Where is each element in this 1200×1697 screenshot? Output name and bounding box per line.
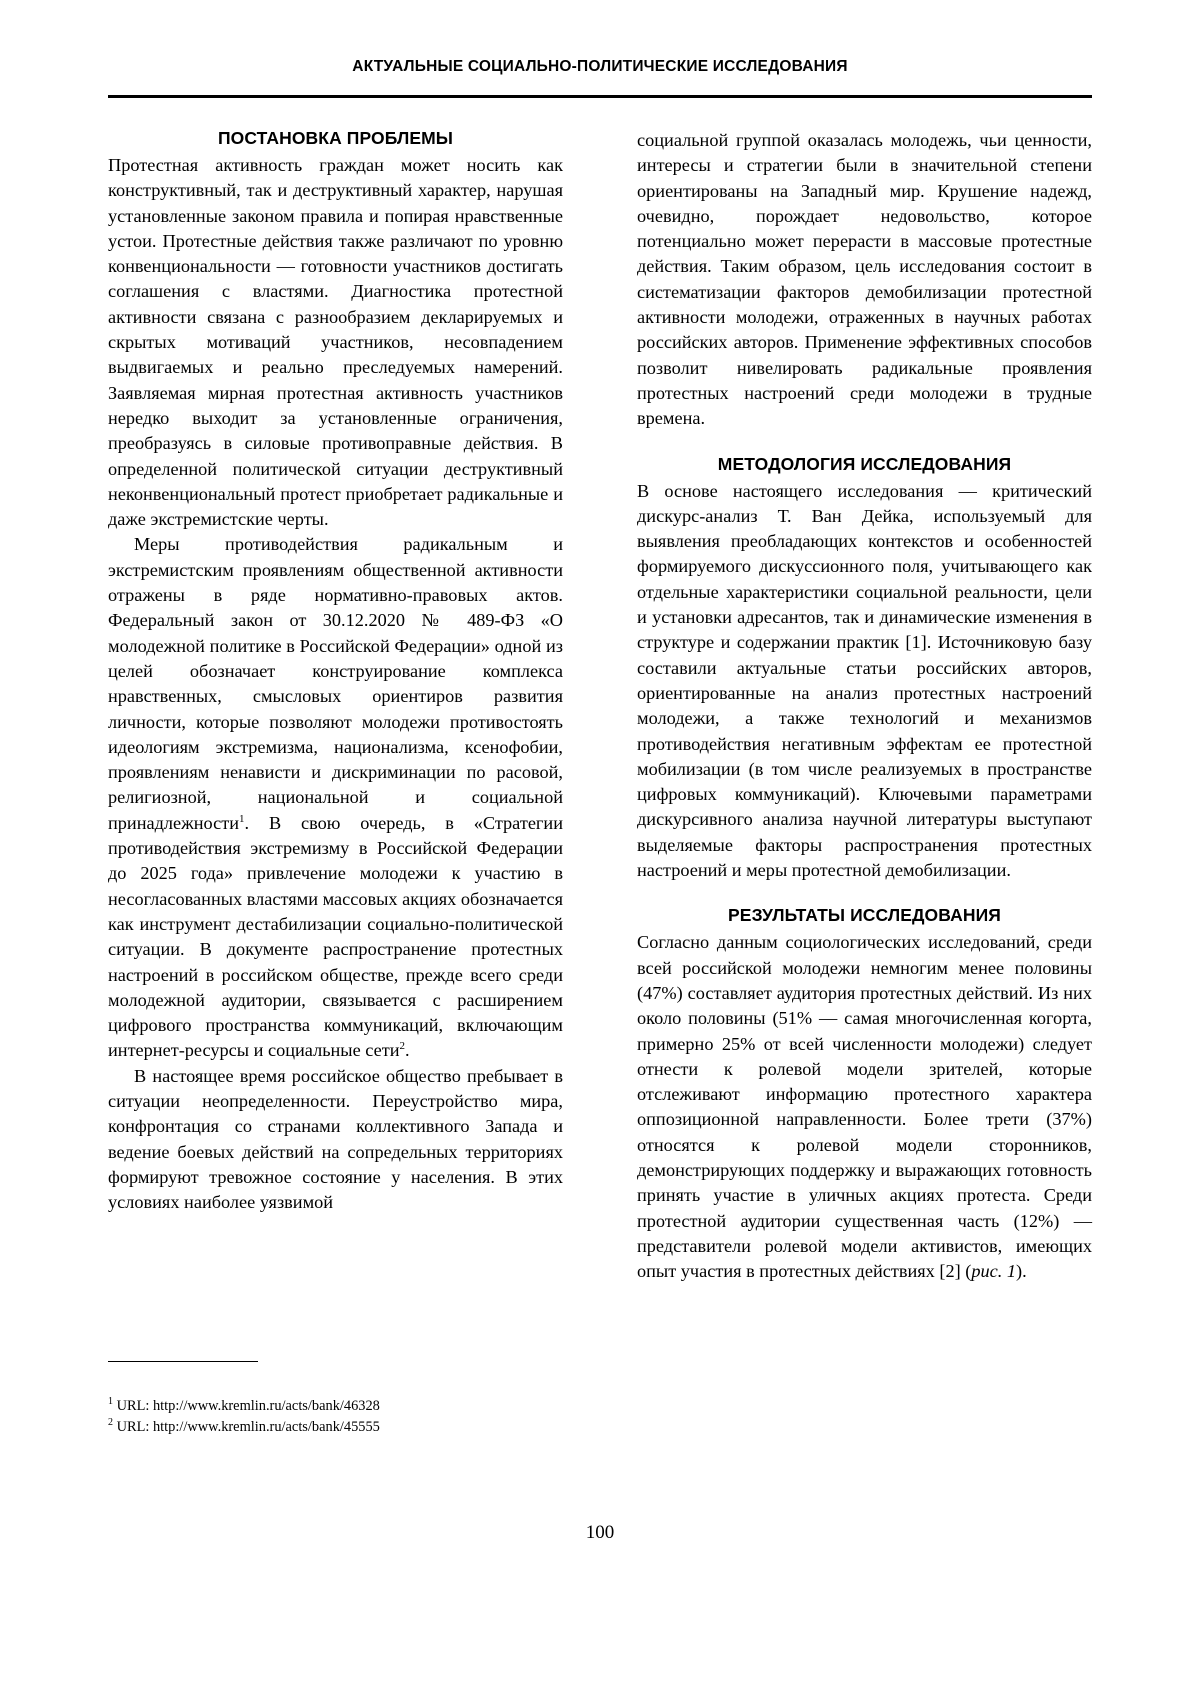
running-head: АКТУАЛЬНЫЕ СОЦИАЛЬНО-ПОЛИТИЧЕСКИЕ ИССЛЕДОВАНИЯ bbox=[352, 58, 848, 75]
paragraph-results-part2: ). bbox=[1016, 1261, 1027, 1282]
footnote-divider bbox=[108, 1361, 258, 1363]
footnote-2-text: URL: http://www.kremlin.ru/acts/bank/45555 bbox=[113, 1419, 380, 1436]
paragraph-problem-2 bbox=[108, 532, 563, 1063]
footnote-ref-2[interactable]: 2 bbox=[399, 1040, 406, 1053]
footnote-2-mark: 2 bbox=[108, 1417, 113, 1429]
footnote-1-text: URL: http://www.kremlin.ru/acts/bank/46328 bbox=[113, 1398, 380, 1415]
paragraph-problem-2-part2: . В свою очередь, в «Стратегии противодействия экстремизму в Российской Федерации до 2025 года» привлечение молодежи к участию в несогласованных властями массовых акциях обозначается как инструмент дестабилизации социально-политической ситуации. В документе распространение протестных настроений в российском обществе, прежде всего среди молодежной аудитории, связывается с расширением цифрового пространства коммуникаций, включающим интернет-ресурсы и социальные сети bbox=[108, 812, 563, 1061]
section-heading-results: РЕЗУЛЬТАТЫ ИССЛЕДОВАНИЯ bbox=[728, 905, 1001, 926]
footnote-1 bbox=[108, 1396, 563, 1417]
paragraph-results bbox=[637, 930, 1092, 1284]
right-column bbox=[637, 128, 1092, 1448]
section-heading-methodology: МЕТОДОЛОГИЯ ИССЛЕДОВАНИЯ bbox=[717, 453, 1012, 474]
paragraph-results-part1: Согласно данным социологических исследований, среди всей российской молодежи немногим менее половины (47%) составляет аудитория протестных действий. Из них около половины (51% — самая многочисленная когорта, примерно 25% от всей численности молодежи) следует отнести к ролевой модели зрителей, которые отслеживают информацию протестного характера оппозиционной направленности. Более трети (37%) относятся к ролевой модели сторонников, демонстрирующих поддержку и выражающих готовность принять участие в уличных акциях протеста. Среди протестной аудитории существенная часть (12%) — представители ролевой модели активистов, имеющих опыт участия в протестных действиях [2] ( bbox=[637, 932, 1092, 1282]
figure-reference: рис. 1 bbox=[971, 1261, 1017, 1282]
paragraph-continuation: социальной группой оказалась молодежь, чьи ценности, интересы и стратегии были в значительной степени ориентированы на Западный мир. Крушение надежд, очевидно, порождает недовольство, которое потенциально может перерасти в массовые протестные действия. Таким образом, цель исследования состоит в систематизации факторов демобилизации протестной активности молодежи, отраженных в научных работах российских авторов. Применение эффективных способов позволит нивелировать радикальные проявления протестных настроений среди молодежи в трудные времена. bbox=[637, 130, 1092, 429]
footnote-ref-1[interactable]: 1 bbox=[239, 812, 245, 825]
page-number: 100 bbox=[585, 1522, 615, 1543]
paragraph-methodology: В основе настоящего исследования — критический дискурс-анализ Т. Ван Дейка, используемый для выявления преобладающих контекстов и особенностей формируемого дискуссионного поля, учитывающего как отдельные характеристики социальной реальности, цели и установки адресантов, так и динамические изменения в структуре и содержании практик [1]. Источниковую базу составили актуальные статьи российских авторов, ориентированные на анализ протестных настроений молодежи, а также технологий и механизмов противодействия негативным эффектам ее протестной мобилизации (в том числе реализуемых в пространстве цифровых коммуникаций). Ключевыми параметрами дискурсивного анализа научной литературы выступают выделяемые факторы распространения протестных настроений и меры протестной демобилизации. bbox=[637, 480, 1092, 881]
footnote-1-mark: 1 bbox=[108, 1396, 113, 1408]
paragraph-problem-2-part3: . bbox=[405, 1040, 410, 1061]
paragraph-problem-3: В настоящее время российское общество пребывает в ситуации неопределенности. Переустройство мира, конфронтация со странами коллективного Запада и ведение боевых действий на сопредельных территориях формируют тревожное состояние у населения. В этих условиях наиболее уязвимой bbox=[108, 1065, 563, 1213]
paragraph-problem-1: Протестная активность граждан может носить как конструктивный, так и деструктивный характер, нарушая установленные законом правила и попирая нравственные устои. Протестные действия также различают по уровню конвенциональности — готовности участников достигать соглашения с властями. Диагностика протестной активности связана с разнообразием декларируемых и скрытых мотиваций участников, несовпадением выдвигаемых и реально преследуемых намерений. Заявляемая мирная протестная активность участников нередко выходит за установленные ограничения, преобразуясь в силовые противоправные действия. В определенной политической ситуации деструктивный неконвенциональный протест приобретает радикальные и даже экстремистские черты. bbox=[108, 155, 563, 530]
header-divider bbox=[108, 95, 1092, 98]
two-column-body bbox=[108, 128, 1092, 1448]
footnote-2 bbox=[108, 1417, 563, 1438]
footnotes bbox=[108, 1396, 563, 1438]
paragraph-problem-2-part1: Меры противодействия радикальным и экстремистским проявлениям общественной активности отражены в ряде нормативно-правовых актов. Федеральный закон от 30.12.2020 № 489-ФЗ «О молодежной политике в Российской Федерации» одной из целей обозначает конструирование комплекса нравственных, смысловых ориентиров развития личности, которые позволяют молодежи противостоять идеологиям экстремизма, национализма, ксенофобии, проявлениям ненависти и дискриминации по расовой, религиозной, национальной и социальной принадлежности bbox=[108, 534, 563, 833]
section-heading-problem: ПОСТАНОВКА ПРОБЛЕМЫ bbox=[217, 128, 454, 148]
left-column bbox=[108, 128, 563, 1448]
